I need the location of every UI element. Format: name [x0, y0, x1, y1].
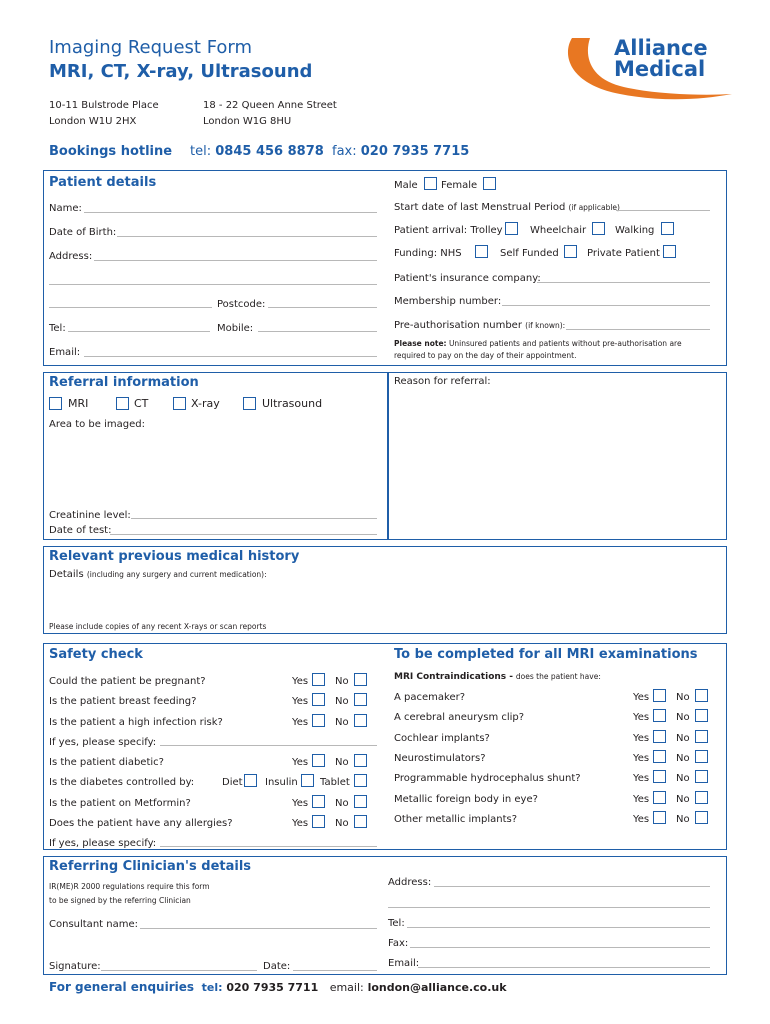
footer-email-prefix: email:	[329, 981, 364, 994]
clinician-address-label: Address:	[388, 877, 432, 888]
menstrual-text: Start date of last Menstrual Period	[394, 202, 566, 213]
safety-question: Is the patient diabetic?	[49, 757, 164, 768]
if-applicable-note: (if applicable)	[568, 203, 620, 212]
no-checkbox[interactable]	[354, 815, 367, 828]
safety-question: Is the patient breast feeding?	[49, 696, 197, 707]
funding-label: Funding: NHS	[394, 248, 462, 259]
fax-prefix: fax:	[332, 144, 357, 159]
safety-question: Is the diabetes controlled by:	[49, 777, 195, 788]
yes-label: Yes	[633, 773, 650, 784]
insurance-field[interactable]	[537, 282, 710, 283]
email-label: Email:	[49, 347, 81, 358]
yes-label: Yes	[292, 696, 309, 707]
signature-label: Signature:	[49, 961, 101, 972]
mri-question: Programmable hydrocephalus shunt?	[394, 773, 581, 784]
tel-label: Tel:	[49, 323, 66, 334]
no-checkbox[interactable]	[354, 795, 367, 808]
mri-question: Metallic foreign body in eye?	[394, 794, 538, 805]
safety-question: Is the patient on Metformin?	[49, 798, 191, 809]
dob-label: Date of Birth:	[49, 227, 117, 238]
no-checkbox[interactable]	[695, 750, 708, 763]
address-field-3[interactable]	[49, 307, 212, 308]
no-label: No	[335, 798, 349, 809]
yes-checkbox[interactable]	[653, 791, 666, 804]
nhs-checkbox[interactable]	[475, 245, 488, 258]
contra-bold: MRI Contraindications -	[394, 672, 514, 682]
date-test-field[interactable]	[110, 534, 377, 535]
safety-question: Is the patient a high infection risk?	[49, 717, 223, 728]
clinician-tel-field[interactable]	[407, 927, 710, 928]
private-label: Private Patient	[587, 248, 660, 259]
address-bulstrode	[49, 98, 159, 130]
insurance-label: Patient's insurance company:	[394, 273, 541, 284]
payment-note-line2: required to pay on the day of their appointment.	[394, 351, 577, 360]
clinician-fax-label: Fax:	[388, 938, 409, 949]
xray-label: X-ray	[191, 397, 220, 410]
female-label: Female	[441, 180, 478, 191]
hotline-tel	[190, 144, 324, 159]
yes-label: Yes	[633, 692, 650, 703]
membership-field[interactable]	[502, 305, 710, 306]
no-label: No	[335, 676, 349, 687]
logo-text-line2: Medical	[614, 57, 706, 81]
no-label: No	[676, 733, 690, 744]
preauth-label	[394, 320, 565, 331]
menstrual-field[interactable]	[616, 210, 710, 211]
email-field[interactable]	[84, 356, 377, 357]
yes-label: Yes	[292, 757, 309, 768]
private-checkbox[interactable]	[663, 245, 676, 258]
date-test-label: Date of test:	[49, 525, 112, 536]
trolley-checkbox[interactable]	[505, 222, 518, 235]
mobile-label: Mobile:	[217, 323, 254, 334]
fax-number: 020 7935 7715	[360, 144, 470, 159]
yes-label: Yes	[292, 798, 309, 809]
safety-question: If yes, please specify:	[49, 737, 157, 748]
specify-field[interactable]	[160, 745, 377, 746]
ultrasound-label: Ultrasound	[262, 397, 323, 410]
yes-label: Yes	[292, 717, 309, 728]
yes-label: Yes	[633, 733, 650, 744]
details-label	[49, 569, 267, 580]
no-label: No	[676, 712, 690, 723]
safety-question: Could the patient be pregnant?	[49, 676, 206, 687]
yes-checkbox[interactable]	[312, 795, 325, 808]
female-checkbox[interactable]	[483, 177, 496, 190]
walking-checkbox[interactable]	[661, 222, 674, 235]
mri-label: MRI	[68, 397, 89, 410]
clinician-address-field[interactable]	[434, 886, 710, 887]
address-line: 10-11 Bulstrode Place	[49, 100, 159, 111]
logo-text-line1: Alliance	[614, 36, 708, 60]
mri-checkbox[interactable]	[49, 397, 62, 410]
safety-question: Does the patient have any allergies?	[49, 818, 233, 829]
tablet-checkbox[interactable]	[354, 774, 367, 787]
history-heading: Relevant previous medical history	[49, 549, 300, 564]
dob-field[interactable]	[117, 236, 377, 237]
safety-question: If yes, please specify:	[49, 838, 157, 849]
mobile-field[interactable]	[258, 331, 377, 332]
address-label: Address:	[49, 251, 93, 262]
yes-checkbox[interactable]	[312, 673, 325, 686]
area-label: Area to be imaged:	[49, 419, 145, 430]
yes-checkbox[interactable]	[312, 714, 325, 727]
patient-details-section	[43, 170, 727, 366]
no-label: No	[335, 757, 349, 768]
hotline-fax	[332, 144, 469, 159]
consultant-label: Consultant name:	[49, 919, 138, 930]
yes-checkbox[interactable]	[653, 750, 666, 763]
patient-details-heading: Patient details	[49, 175, 157, 190]
self-funded-label: Self Funded	[500, 248, 559, 259]
self-funded-checkbox[interactable]	[564, 245, 577, 258]
signature-field[interactable]	[101, 970, 257, 971]
ultrasound-checkbox[interactable]	[243, 397, 256, 410]
no-checkbox[interactable]	[695, 730, 708, 743]
mri-question: Neurostimulators?	[394, 753, 486, 764]
male-label: Male	[394, 180, 418, 191]
ct-label: CT	[134, 397, 149, 410]
yes-label: Yes	[633, 794, 650, 805]
no-label: No	[676, 794, 690, 805]
no-label: No	[335, 717, 349, 728]
form-subtitle: MRI, CT, X-ray, Ultrasound	[49, 61, 313, 82]
if-known-note: (if known):	[525, 321, 566, 330]
wheelchair-label: Wheelchair	[530, 225, 587, 236]
address-line: London W1G 8HU	[203, 116, 292, 127]
preauth-field[interactable]	[566, 329, 710, 330]
yes-label: Yes	[633, 814, 650, 825]
payment-note	[394, 339, 682, 348]
yes-checkbox[interactable]	[653, 689, 666, 702]
yes-checkbox[interactable]	[653, 709, 666, 722]
note-text: Uninsured patients and patients without pre-authorisation are	[448, 339, 682, 348]
no-label: No	[676, 773, 690, 784]
contra-label	[394, 672, 601, 682]
note-bold: Please note:	[394, 339, 447, 348]
specify-field[interactable]	[160, 846, 377, 847]
regulation-line2: to be signed by the referring Clinician	[49, 896, 191, 905]
no-checkbox[interactable]	[354, 673, 367, 686]
clinician-heading: Referring Clinician's details	[49, 859, 252, 874]
footer-tel-prefix: tel:	[201, 981, 223, 994]
general-enquiries	[49, 980, 507, 994]
menstrual-label	[394, 202, 620, 213]
yes-checkbox[interactable]	[312, 815, 325, 828]
creatinine-field[interactable]	[131, 518, 377, 519]
wheelchair-checkbox[interactable]	[592, 222, 605, 235]
arrival-label: Patient arrival: Trolley	[394, 225, 503, 236]
no-label: No	[335, 696, 349, 707]
yes-checkbox[interactable]	[312, 693, 325, 706]
diet-label: Diet	[222, 777, 243, 788]
no-checkbox[interactable]	[354, 693, 367, 706]
alliance-medical-logo	[560, 34, 740, 104]
no-checkbox[interactable]	[354, 754, 367, 767]
address-field[interactable]	[94, 260, 377, 261]
safety-heading: Safety check	[49, 647, 143, 662]
address-line: 18 - 22 Queen Anne Street	[203, 100, 337, 111]
mri-question: Other metallic implants?	[394, 814, 518, 825]
postcode-label: Postcode:	[217, 299, 266, 310]
yes-label: Yes	[292, 818, 309, 829]
walking-label: Walking	[615, 225, 655, 236]
tablet-label: Tablet	[320, 777, 350, 788]
date-label: Date:	[263, 961, 291, 972]
no-label: No	[676, 692, 690, 703]
no-checkbox[interactable]	[695, 811, 708, 824]
mri-heading: To be completed for all MRI examinations	[394, 647, 698, 662]
tel-field[interactable]	[68, 331, 210, 332]
yes-label: Yes	[633, 712, 650, 723]
diet-checkbox[interactable]	[244, 774, 257, 787]
postcode-field[interactable]	[268, 307, 377, 308]
preauth-text: Pre-authorisation number	[394, 320, 522, 331]
insulin-label: Insulin	[265, 777, 298, 788]
no-label: No	[335, 818, 349, 829]
address-field-2[interactable]	[49, 284, 377, 285]
details-text: Details	[49, 569, 84, 580]
no-label: No	[676, 753, 690, 764]
ct-checkbox[interactable]	[116, 397, 129, 410]
yes-checkbox[interactable]	[312, 754, 325, 767]
clinician-email-label: Email:	[388, 958, 420, 969]
form-title: Imaging Request Form	[49, 37, 253, 58]
consultant-field[interactable]	[140, 928, 377, 929]
clinician-fax-field[interactable]	[410, 947, 710, 948]
details-note: (including any surgery and current medication):	[86, 570, 267, 579]
yes-checkbox[interactable]	[653, 770, 666, 783]
regulation-line1: IR(ME)R 2000 regulations require this form	[49, 882, 210, 891]
clinician-address-field-2[interactable]	[388, 907, 710, 908]
no-checkbox[interactable]	[695, 709, 708, 722]
clinician-email-field[interactable]	[418, 967, 710, 968]
male-checkbox[interactable]	[424, 177, 437, 190]
reason-label: Reason for referral:	[394, 376, 491, 387]
referral-heading: Referral information	[49, 375, 199, 390]
yes-checkbox[interactable]	[653, 811, 666, 824]
mri-question: A pacemaker?	[394, 692, 466, 703]
membership-label: Membership number:	[394, 296, 502, 307]
referral-divider	[387, 372, 389, 540]
tel-number: 0845 456 8878	[215, 144, 324, 159]
yes-checkbox[interactable]	[653, 730, 666, 743]
bookings-hotline-label: Bookings hotline	[49, 144, 173, 159]
enquiries-label: For general enquiries	[49, 980, 195, 994]
no-checkbox[interactable]	[695, 770, 708, 783]
insulin-checkbox[interactable]	[301, 774, 314, 787]
mri-question: Cochlear implants?	[394, 733, 490, 744]
tel-prefix: tel:	[190, 144, 212, 159]
xray-checkbox[interactable]	[173, 397, 186, 410]
no-label: No	[676, 814, 690, 825]
yes-label: Yes	[633, 753, 650, 764]
name-field[interactable]	[84, 212, 377, 213]
no-checkbox[interactable]	[354, 714, 367, 727]
creatinine-label: Creatinine level:	[49, 510, 131, 521]
footer-email: london@alliance.co.uk	[367, 981, 507, 994]
mri-question: A cerebral aneurysm clip?	[394, 712, 525, 723]
address-queen-anne	[203, 98, 337, 130]
date-field[interactable]	[293, 970, 377, 971]
yes-label: Yes	[292, 676, 309, 687]
no-checkbox[interactable]	[695, 689, 708, 702]
no-checkbox[interactable]	[695, 791, 708, 804]
copies-note: Please include copies of any recent X-rays or scan reports	[49, 622, 267, 631]
clinician-tel-label: Tel:	[388, 918, 405, 929]
contra-text: does the patient have:	[515, 672, 601, 681]
address-line: London W1U 2HX	[49, 116, 137, 127]
name-label: Name:	[49, 203, 82, 214]
footer-tel: 020 7935 7711	[226, 981, 319, 994]
